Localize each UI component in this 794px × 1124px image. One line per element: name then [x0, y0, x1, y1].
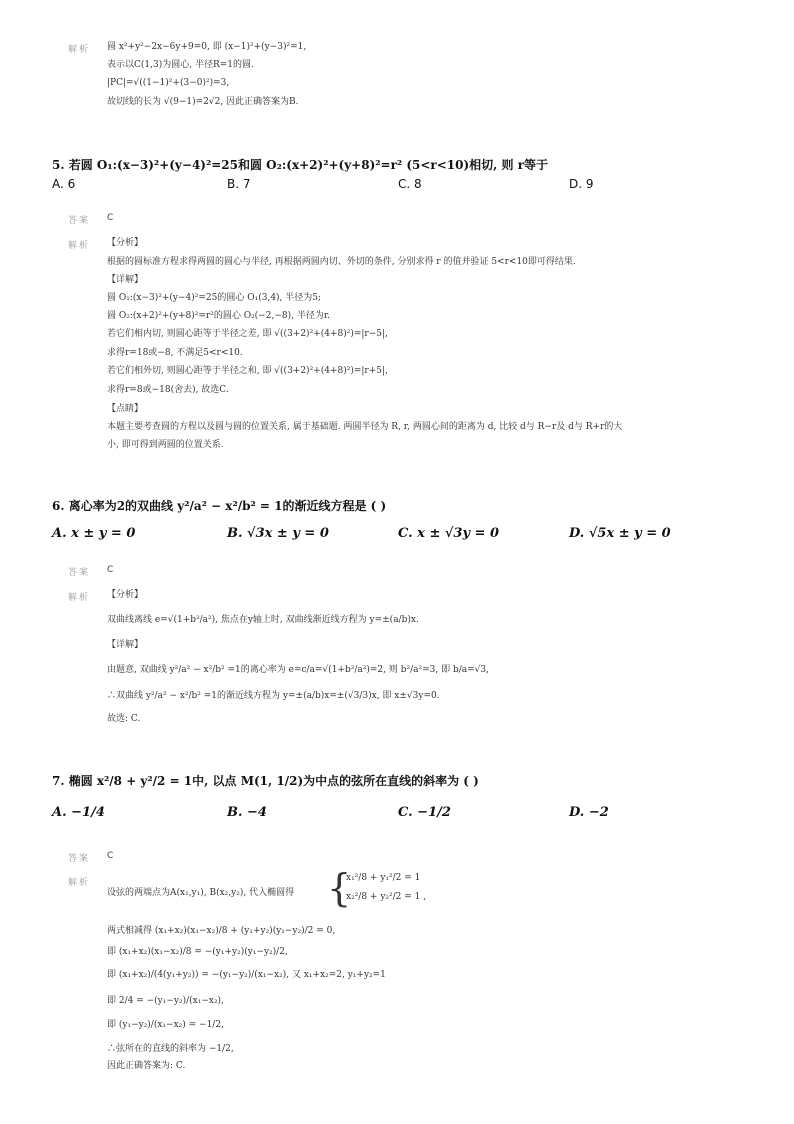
q7-option-d — [569, 805, 609, 820]
analysis-label: 解析 — [68, 241, 91, 251]
prev-line-2: 表示以C(1,3)为圆心, 半径R=1的圆. — [107, 60, 254, 70]
answer-label: 答案 — [68, 568, 91, 578]
q6-line-5: ∴双曲线 y²/a² − x²/b² =1的渐近线方程为 y=±(a/b)x=±(√3/3)x, 即 x±√3y=0. — [107, 691, 440, 701]
q5-line-5: 圆 O₂:(x+2)²+(y+8)²=r²的圆心 O₂(−2,−8), 半径为r. — [107, 311, 330, 321]
q5-line-7: 求得r=18或−8, 不满足5<r<10. — [107, 348, 243, 358]
question-5-stem: 5. 若圆 O₁:(x−3)²+(y−4)²=25和圆 O₂:(x+2)²+(y+8)²=r² (5<r<10)相切, 则 r等于 — [52, 158, 549, 172]
q5-line-2: 根据的圆标准方程求得两圆的圆心与半径, 再根据两圆内切、外切的条件, 分别求得 r 的值并验证 5<r<10即可得结果. — [107, 257, 576, 267]
q7-line-10: 因此正确答案为: C. — [107, 1061, 186, 1071]
q6-line-1: 【分析】 — [107, 590, 144, 600]
system-brace: { — [327, 866, 352, 910]
q6-option-c — [398, 526, 499, 541]
question-6-stem: 6. 离心率为2的双曲线 y²/a² − x²/b² = 1的渐近线方程是 ( ) — [52, 499, 387, 513]
q7-line-7: 即 2/4 = −(y₁−y₂)/(x₁−x₂), — [107, 996, 224, 1006]
q5-line-3: 【详解】 — [107, 275, 144, 285]
q7-line-5: 即 (x₁+x₂)(x₁−x₂)/8 = −(y₁+y₂)(y₁−y₂)/2, — [107, 947, 288, 957]
q7-option-a — [52, 805, 105, 820]
q6-option-d-text: D. √5x ± y = 0 — [569, 526, 671, 541]
q7-line-4: 两式相减得 (x₁+x₂)(x₁−x₂)/8 + (y₁+y₂)(y₁−y₂)/2 = 0, — [107, 926, 336, 936]
q6-line-2: 双曲线离线 e=√(1+b²/a²), 焦点在y轴上时, 双曲线渐近线方程为 y=±(a/b)x. — [107, 615, 419, 625]
q5-line-6: 若它们相内切, 则圆心距等于半径之差, 即 √((3+2)²+(4+8)²)=|r−5|, — [107, 329, 388, 339]
q7-option-b — [227, 805, 267, 820]
q6-option-b-text: B. √3x ± y = 0 — [227, 526, 329, 541]
analysis-label: 解析 — [68, 45, 91, 55]
q6-answer: C — [107, 565, 114, 575]
q5-line-1: 【分析】 — [107, 238, 144, 248]
q5-line-11: 本题主要考查圆的方程以及圆与圆的位置关系, 属于基础题. 两圆半径为 R, r, 两圆心间的距离为 d, 比较 d与 R−r及 d与 R+r的大 — [107, 422, 623, 432]
q5-line-4: 圆 O₁:(x−3)²+(y−4)²=25的圆心 O₁(3,4), 半径为5; — [107, 293, 322, 303]
q5-answer: C — [107, 213, 114, 223]
prev-line-1: 圆 x²+y²−2x−6y+9=0, 即 (x−1)²+(y−3)²=1, — [107, 42, 307, 52]
q7-answer: C — [107, 851, 114, 861]
q7-option-c — [398, 805, 451, 820]
q7-option-b-text: B. −4 — [227, 805, 267, 820]
q5-option-b: B. 7 — [227, 177, 251, 191]
q7-system-eq-2: x₂²/8 + y₂²/2 = 1 , — [346, 892, 427, 902]
q6-option-b — [227, 526, 329, 541]
q6-option-c-text: C. x ± √3y = 0 — [398, 526, 499, 541]
prev-line-3: |PC|=√((1−1)²+(3−0)²)=3, — [107, 78, 230, 88]
analysis-label: 解析 — [68, 593, 91, 603]
q5-line-9: 求得r=8或−18(舍去), 故选C. — [107, 385, 229, 395]
q6-line-3: 【详解】 — [107, 640, 144, 650]
prev-line-4: 故切线的长为 √(9−1)=2√2, 因此正确答案为B. — [107, 97, 299, 107]
q5-option-a: A. 6 — [52, 177, 76, 191]
answer-label: 答案 — [68, 854, 91, 864]
q5-option-d: D. 9 — [569, 177, 594, 191]
q7-option-a-text: A. −1/4 — [52, 805, 105, 820]
q7-line-6: 即 (x₁+x₂)/(4(y₁+y₂)) = −(y₁−y₂)/(x₁−x₂), 又 x₁+x₂=2, y₁+y₂=1 — [107, 970, 386, 980]
q7-system-eq-1: x₁²/8 + y₁²/2 = 1 — [346, 873, 421, 883]
q6-option-a-text: A. x ± y = 0 — [52, 526, 136, 541]
q7-option-c-text: C. −1/2 — [398, 805, 451, 820]
q5-line-10: 【点睛】 — [107, 404, 144, 414]
q6-option-a — [52, 526, 135, 541]
question-7-stem: 7. 椭圆 x²/8 + y²/2 = 1中, 以点 M(1, 1/2)为中点的弦所在直线的斜率为 ( ) — [52, 774, 479, 788]
q5-line-12: 小, 即可得到两圆的位置关系. — [107, 440, 224, 450]
analysis-label: 解析 — [68, 878, 91, 888]
q6-line-4: 由题意, 双曲线 y²/a² − x²/b² =1的离心率为 e=c/a=√(1+b²/a²)=2, 则 b²/a²=3, 即 b/a=√3, — [107, 665, 489, 675]
q7-option-d-text: D. −2 — [569, 805, 609, 820]
q5-line-8: 若它们相外切, 则圆心距等于半径之和, 即 √((3+2)²+(4+8)²)=|r+5|, — [107, 366, 388, 376]
q5-option-c: C. 8 — [398, 177, 422, 191]
q7-line-9: ∴弦所在的直线的斜率为 −1/2, — [107, 1044, 234, 1054]
q7-line-8: 即 (y₁−y₂)/(x₁−x₂) = −1/2, — [107, 1020, 224, 1030]
answer-label: 答案 — [68, 216, 91, 226]
q6-line-6: 故选: C. — [107, 714, 141, 724]
q6-option-d — [569, 526, 671, 541]
q7-line-1: 设弦的两端点为A(x₁,y₁), B(x₂,y₂), 代入椭圆得 — [107, 888, 295, 898]
